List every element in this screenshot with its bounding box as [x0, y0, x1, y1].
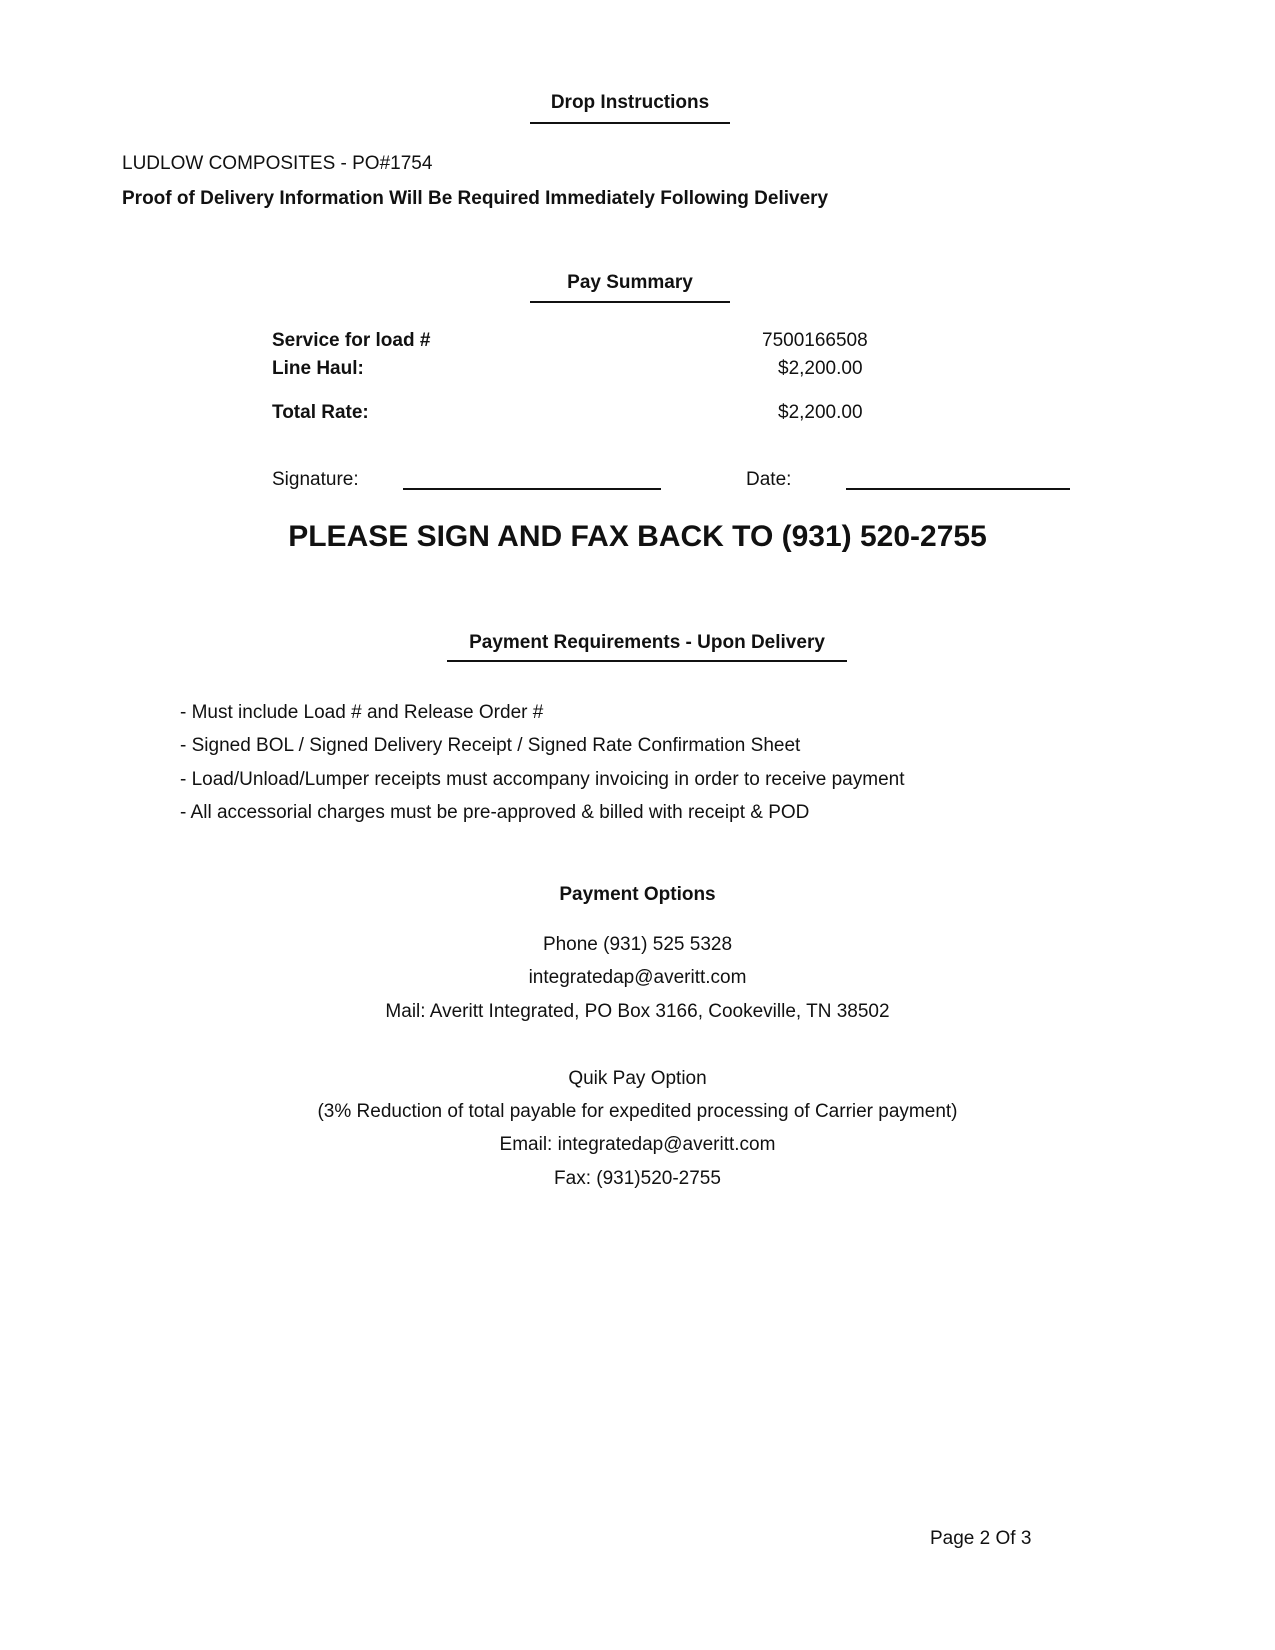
requirement-item: - Signed BOL / Signed Delivery Receipt / Signed Rate Confirmation Sheet [180, 735, 801, 756]
payment-options-heading: Payment Options [559, 884, 716, 905]
total-rate-value: $2,200.00 [778, 402, 863, 423]
service-value: 7500166508 [762, 330, 868, 351]
requirement-item: - Load/Unload/Lumper receipts must accompany invoicing in order to receive payment [180, 769, 905, 790]
quik-pay-email[interactable]: Email: integratedap@averitt.com [499, 1134, 776, 1155]
payment-mail-address: Mail: Averitt Integrated, PO Box 3166, Cookeville, TN 38502 [385, 1001, 890, 1022]
po-line: LUDLOW COMPOSITES - PO#1754 [122, 153, 433, 174]
signature-line[interactable] [403, 488, 661, 490]
pod-notice: Proof of Delivery Information Will Be Required Immediately Following Delivery [122, 188, 829, 209]
service-label: Service for load # [272, 330, 431, 351]
requirement-item: - All accessorial charges must be pre-approved & billed with receipt & POD [180, 802, 810, 823]
pay-summary-heading: Pay Summary [567, 272, 693, 293]
payment-phone: Phone (931) 525 5328 [542, 934, 733, 955]
signature-label: Signature: [272, 469, 359, 490]
line-haul-value: $2,200.00 [778, 358, 863, 379]
quik-pay-title: Quik Pay Option [568, 1068, 707, 1089]
payment-requirements-heading: Payment Requirements - Upon Delivery [469, 632, 825, 653]
date-label: Date: [746, 469, 792, 490]
date-line[interactable] [846, 488, 1070, 490]
line-haul-label: Line Haul: [272, 358, 364, 379]
payment-requirements-underline [447, 660, 847, 662]
requirement-item: - Must include Load # and Release Order # [180, 702, 544, 723]
fax-back-notice: PLEASE SIGN AND FAX BACK TO (931) 520-2755 [288, 520, 987, 553]
drop-instructions-heading: Drop Instructions [550, 92, 710, 113]
total-rate-label: Total Rate: [272, 402, 369, 423]
pay-summary-underline [530, 301, 730, 303]
payment-email[interactable]: integratedap@averitt.com [528, 967, 747, 988]
quik-pay-note: (3% Reduction of total payable for expedited processing of Carrier payment) [317, 1101, 958, 1122]
quik-pay-fax: Fax: (931)520-2755 [554, 1168, 721, 1189]
page-number: Page 2 Of 3 [930, 1528, 1032, 1549]
drop-instructions-underline [530, 122, 730, 124]
